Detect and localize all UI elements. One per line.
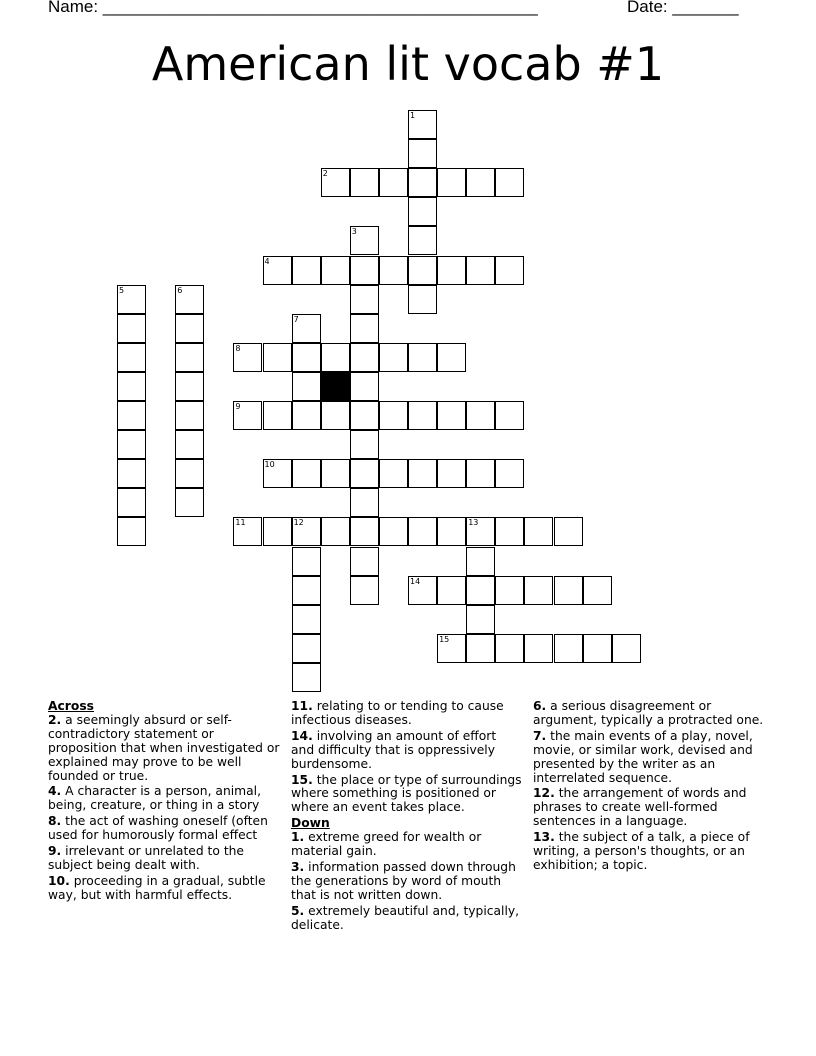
grid-cell[interactable] bbox=[350, 576, 379, 605]
grid-cell[interactable] bbox=[466, 459, 495, 488]
grid-cell[interactable] bbox=[292, 459, 321, 488]
grid-cell[interactable] bbox=[437, 343, 466, 372]
grid-cell[interactable] bbox=[408, 168, 437, 197]
grid-cell[interactable] bbox=[350, 226, 379, 255]
clue-across-2: 2. a seemingly absurd or self-contradictory statement or proposition that when investigated or explained may prove to be well founded or true. bbox=[48, 712, 280, 783]
grid-cell[interactable] bbox=[408, 576, 437, 605]
clue-across-10: 10. proceeding in a gradual, subtle way, but with harmful effects. bbox=[48, 873, 266, 902]
grid-cell[interactable] bbox=[117, 459, 146, 488]
grid-cell[interactable] bbox=[437, 634, 466, 663]
grid-cell[interactable] bbox=[350, 459, 379, 488]
clue-column-1 bbox=[48, 700, 280, 905]
grid-cell[interactable] bbox=[408, 285, 437, 314]
grid-cell[interactable] bbox=[117, 401, 146, 430]
clue-number: 3 bbox=[351, 227, 357, 237]
black-cell bbox=[321, 372, 350, 401]
grid-cell[interactable] bbox=[495, 401, 524, 430]
grid-cell[interactable] bbox=[263, 256, 292, 285]
clue-down-5: 5. extremely beautiful and, typically, delicate. bbox=[291, 903, 520, 932]
clue-column-3 bbox=[533, 700, 773, 875]
clue-across-15: 15. the place or type of surroundings where something is positioned or where an event takes place. bbox=[291, 772, 522, 815]
grid-cell[interactable] bbox=[466, 576, 495, 605]
grid-cell[interactable] bbox=[583, 576, 612, 605]
grid-cell[interactable] bbox=[175, 459, 204, 488]
grid-cell[interactable] bbox=[408, 401, 437, 430]
grid-cell[interactable] bbox=[117, 372, 146, 401]
clue-across-14: 14. involving an amount of effort and difficulty that is oppressively burdensome. bbox=[291, 728, 497, 771]
grid-cell[interactable] bbox=[554, 517, 583, 546]
grid-cell[interactable] bbox=[321, 168, 350, 197]
grid-cell[interactable] bbox=[350, 517, 379, 546]
grid-cell[interactable] bbox=[437, 401, 466, 430]
grid-cell[interactable] bbox=[292, 517, 321, 546]
grid-cell[interactable] bbox=[437, 459, 466, 488]
clue-down-3: 3. information passed down through the generations by word of mouth that is not written down. bbox=[291, 859, 516, 902]
across-heading: Across bbox=[48, 699, 94, 713]
grid-cell[interactable] bbox=[263, 343, 292, 372]
grid-cell[interactable] bbox=[292, 256, 321, 285]
grid-cell[interactable] bbox=[117, 430, 146, 459]
grid-cell[interactable] bbox=[466, 605, 495, 634]
grid-cell[interactable] bbox=[321, 459, 350, 488]
clue-across-11: 11. relating to or tending to cause infectious diseases. bbox=[291, 699, 504, 727]
grid-cell[interactable] bbox=[321, 343, 350, 372]
grid-cell[interactable] bbox=[292, 663, 321, 692]
clue-down-13: 13. the subject of a talk, a piece of writing, a person's thoughts, or an exhibition; a topic. bbox=[533, 830, 750, 872]
grid-cell[interactable] bbox=[408, 517, 437, 546]
clue-number: 8 bbox=[235, 343, 241, 353]
grid-cell[interactable] bbox=[175, 401, 204, 430]
grid-cell[interactable] bbox=[408, 343, 437, 372]
grid-cell[interactable] bbox=[495, 576, 524, 605]
grid-cell[interactable] bbox=[408, 256, 437, 285]
grid-cell[interactable] bbox=[437, 517, 466, 546]
clue-number: 13 bbox=[468, 518, 479, 528]
grid-cell[interactable] bbox=[175, 430, 204, 459]
grid-cell[interactable] bbox=[379, 168, 408, 197]
clue-number: 9 bbox=[235, 402, 241, 411]
clue-number: 2 bbox=[322, 169, 328, 179]
grid-cell[interactable] bbox=[350, 343, 379, 372]
grid-cell[interactable] bbox=[379, 401, 408, 430]
grid-cell[interactable] bbox=[292, 605, 321, 634]
grid-cell[interactable] bbox=[612, 634, 641, 663]
grid-cell[interactable] bbox=[321, 256, 350, 285]
clue-number: 10 bbox=[264, 460, 275, 470]
grid-cell[interactable] bbox=[292, 372, 321, 401]
grid-cell[interactable] bbox=[292, 343, 321, 372]
grid-cell[interactable] bbox=[263, 517, 292, 546]
clue-down-12: 12. the arrangement of words and phrases to create well-formed sentences in a language. bbox=[533, 786, 747, 829]
clue-number: 12 bbox=[293, 518, 304, 528]
grid-cell[interactable] bbox=[292, 576, 321, 605]
grid-cell[interactable] bbox=[437, 256, 466, 285]
grid-cell[interactable] bbox=[495, 459, 524, 488]
clue-down-6: 6. a serious disagreement or argument, typically a protracted one. bbox=[533, 699, 764, 727]
grid-cell[interactable] bbox=[408, 226, 437, 255]
grid-cell[interactable] bbox=[350, 430, 379, 459]
clue-down-7: 7. the main events of a play, novel, movie, or similar work, devised and presented by the writer as an interrelated sequence. bbox=[533, 728, 753, 785]
grid-cell[interactable] bbox=[379, 343, 408, 372]
grid-cell[interactable] bbox=[233, 343, 262, 372]
clue-number: 4 bbox=[264, 256, 270, 266]
clue-number: 1 bbox=[410, 111, 416, 120]
grid-cell[interactable] bbox=[350, 314, 379, 343]
grid-cell[interactable] bbox=[175, 314, 204, 343]
grid-cell[interactable] bbox=[175, 372, 204, 401]
grid-cell[interactable] bbox=[175, 285, 204, 314]
grid-cell[interactable] bbox=[350, 547, 379, 576]
clue-across-8: 8. the act of washing oneself (often used for humorously formal effect bbox=[48, 814, 268, 843]
grid-cell[interactable] bbox=[408, 197, 437, 226]
clue-number: 11 bbox=[235, 518, 246, 528]
grid-cell[interactable] bbox=[524, 576, 553, 605]
grid-cell[interactable] bbox=[583, 634, 612, 663]
grid-cell[interactable] bbox=[379, 517, 408, 546]
grid-cell[interactable] bbox=[466, 634, 495, 663]
clue-number: 14 bbox=[410, 576, 421, 586]
grid-cell[interactable] bbox=[524, 517, 553, 546]
grid-cell[interactable] bbox=[495, 168, 524, 197]
clue-across-9: 9. irrelevant or unrelated to the subject being dealt with. bbox=[48, 844, 244, 872]
clue-across-4: 4. A character is a person, animal, being, creature, or thing in a story bbox=[48, 784, 261, 813]
grid-cell[interactable] bbox=[292, 401, 321, 430]
grid-cell[interactable] bbox=[437, 168, 466, 197]
grid-cell[interactable] bbox=[292, 314, 321, 343]
page-title: American lit vocab #1 bbox=[151, 37, 665, 91]
clue-column-2 bbox=[291, 700, 523, 935]
clue-number: 5 bbox=[119, 285, 125, 295]
grid-cell[interactable] bbox=[350, 488, 379, 517]
grid-cell[interactable] bbox=[495, 256, 524, 285]
grid-cell[interactable] bbox=[466, 401, 495, 430]
grid-cell[interactable] bbox=[466, 517, 495, 546]
clue-number: 6 bbox=[177, 285, 183, 295]
grid-cell[interactable] bbox=[117, 343, 146, 372]
grid-cell[interactable] bbox=[495, 634, 524, 663]
grid-cell[interactable] bbox=[379, 256, 408, 285]
grid-cell[interactable] bbox=[524, 634, 553, 663]
grid-cell[interactable] bbox=[117, 285, 146, 314]
grid-cell[interactable] bbox=[554, 576, 583, 605]
grid-cell[interactable] bbox=[350, 401, 379, 430]
date-field[interactable]: Date: _______ bbox=[627, 0, 739, 16]
clue-down-1: 1. extreme greed for wealth or material gain. bbox=[291, 830, 482, 859]
grid-cell[interactable] bbox=[117, 517, 146, 546]
grid-cell[interactable] bbox=[263, 459, 292, 488]
grid-cell[interactable] bbox=[408, 459, 437, 488]
grid-cell[interactable] bbox=[175, 343, 204, 372]
grid-cell[interactable] bbox=[321, 401, 350, 430]
grid-cell[interactable] bbox=[292, 547, 321, 576]
grid-cell[interactable] bbox=[408, 110, 437, 139]
grid-cell[interactable] bbox=[466, 547, 495, 576]
grid-cell[interactable] bbox=[495, 517, 524, 546]
grid-cell[interactable] bbox=[350, 285, 379, 314]
grid-cell[interactable] bbox=[233, 401, 262, 430]
grid-cell[interactable] bbox=[437, 576, 466, 605]
grid-cell[interactable] bbox=[175, 488, 204, 517]
grid-cell[interactable] bbox=[350, 372, 379, 401]
grid-cell[interactable] bbox=[466, 256, 495, 285]
clue-number: 15 bbox=[439, 634, 450, 644]
grid-cell[interactable] bbox=[233, 517, 262, 546]
grid-cell[interactable] bbox=[292, 634, 321, 663]
name-field[interactable]: Name: ______________________________________________ bbox=[48, 0, 538, 16]
grid-cell[interactable] bbox=[408, 139, 437, 168]
grid-cell[interactable] bbox=[117, 314, 146, 343]
grid-cell[interactable] bbox=[554, 634, 583, 663]
down-heading: Down bbox=[291, 816, 330, 831]
grid-cell[interactable] bbox=[350, 256, 379, 285]
grid-cell[interactable] bbox=[466, 168, 495, 197]
clue-number: 7 bbox=[293, 314, 299, 324]
grid-cell[interactable] bbox=[321, 517, 350, 546]
grid-cell[interactable] bbox=[350, 168, 379, 197]
grid-cell[interactable] bbox=[263, 401, 292, 430]
grid-cell[interactable] bbox=[379, 459, 408, 488]
grid-cell[interactable] bbox=[117, 488, 146, 517]
